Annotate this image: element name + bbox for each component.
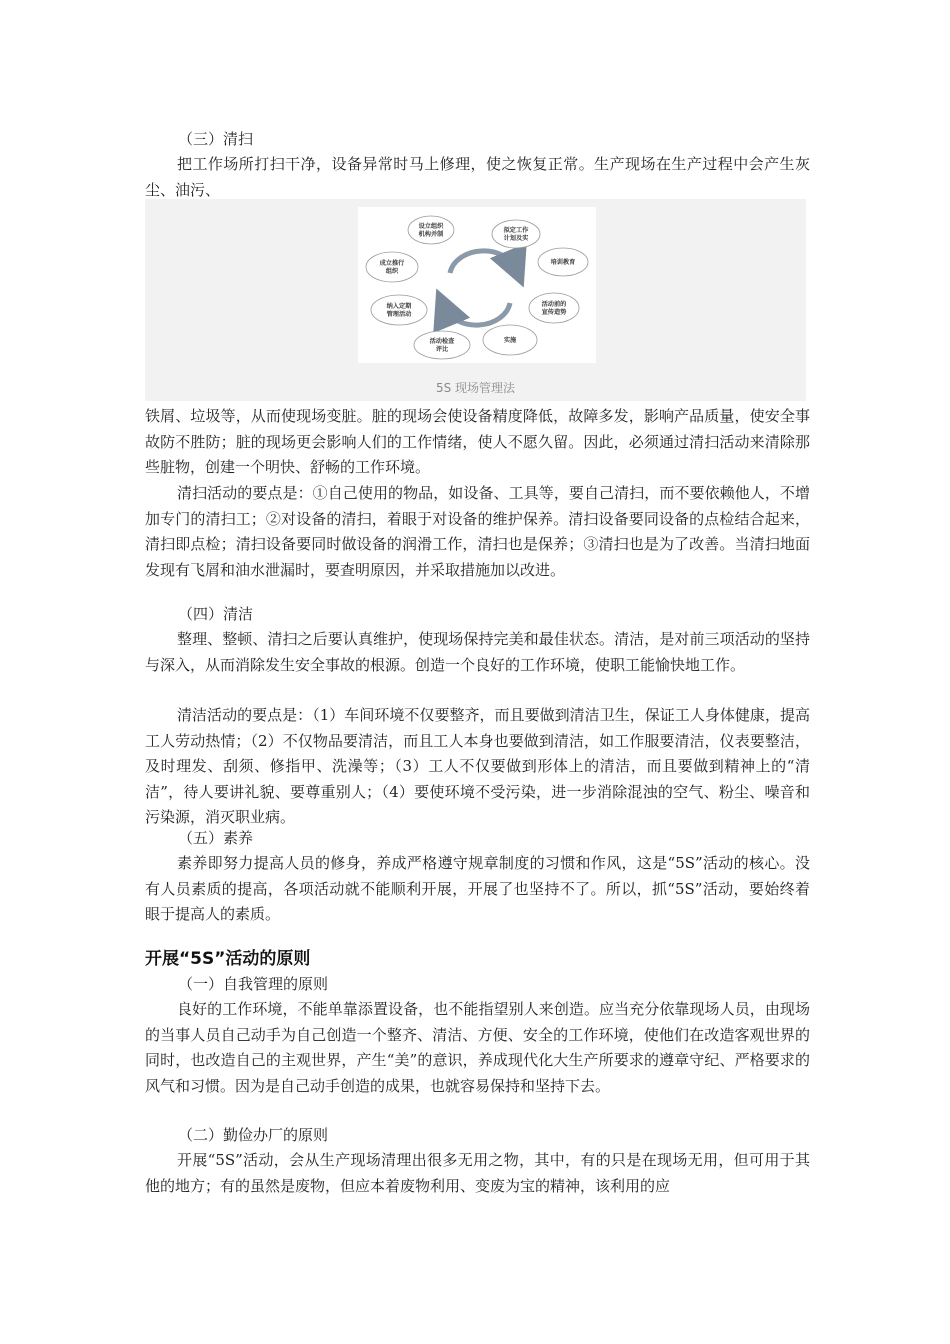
cycle-arrow-bottom	[444, 303, 510, 325]
node-label: 拟定工作	[503, 227, 529, 234]
paragraph: 开展“5S”活动，会从生产现场清理出很多无用之物，其中，有的只是在现场无用，但可用于其他的地方；有的虽然是废物，但应本着废物利用、变废为宝的精神，该利用的应	[145, 1151, 810, 1195]
node-label: 实施	[503, 337, 517, 344]
node-label: 培训教育	[550, 259, 576, 266]
node-label: 设立组织	[418, 223, 444, 230]
node-label: 成立推行	[379, 260, 405, 267]
paragraph: 素养即努力提高人员的修身，养成严格遵守规章制度的习惯和作风，这是“5S”活动的核心。没有人员素质的提高，各项活动就不能顺利开展，开展了也坚持不了。所以，抓“5S”活动，要始终着眼于提高人的素质。	[145, 854, 810, 923]
diagram-node	[529, 293, 579, 323]
paragraph: 把工作场所打扫干净，设备异常时马上修理，使之恢复正常。生产现场在生产过程中会产生灰尘、油污、	[145, 155, 810, 199]
diagram-node	[414, 331, 470, 359]
node-label: 管理活动	[386, 311, 412, 318]
principle-heading-self-management: （一）自我管理的原则	[178, 975, 329, 993]
paragraph: 清扫活动的要点是：①自己使用的物品，如设备、工具等，要自己清扫，而不要依赖他人，不增加专门的清扫工；②对设备的清扫，着眼于对设备的维护保养。清扫设备要同设备的点检结合起来，清扫即点检；清扫设备要同时做设备的润滑工作，清扫也是保养；③清扫也是为了改善。当清扫地面发现有飞屑和油水泄漏时，要查明原因，并采取措施加以改进。	[145, 484, 810, 579]
diagram-node	[366, 252, 418, 282]
paragraph: 清洁活动的要点是：（1）车间环境不仅要整齐，而且要做到清洁卫生，保证工人身体健康，提高工人劳动热情；（2）不仅物品要清洁，而且工人本身也要做到清洁，如工作服要清洁，仪表要整洁，及时理发、刮须、修指甲、洗澡等；（3）工人不仅要做到形体上的清洁，而且要做到精神上的“清洁”，待人要讲礼貌、要尊重别人；（4）要使环境不受污染，进一步消除混浊的空气、粉尘、噪音和污染源，消灭职业病。	[145, 706, 810, 826]
section-heading-tidy: （四）清洁	[178, 605, 254, 623]
diagram-node	[538, 248, 588, 276]
section-heading-discipline: （五）素养	[178, 829, 254, 847]
node-label: 计划及实	[503, 235, 529, 242]
section-heading-cleaning: （三）清扫	[178, 130, 254, 148]
5s-process-diagram	[358, 207, 596, 363]
principle-heading-thrift: （二）勤俭办厂的原则	[178, 1126, 329, 1144]
paragraph: 铁屑、垃圾等，从而使现场变脏。脏的现场会使设备精度降低，故障多发，影响产品质量，使安全事故防不胜防；脏的现场更会影响人们的工作情绪，使人不愿久留。因此，必须通过清扫活动来清除那些脏物，创建一个明快、舒畅的工作环境。	[145, 407, 810, 476]
node-label: 活动前的	[541, 301, 567, 308]
figure-caption: 5S 现场管理法	[435, 381, 516, 395]
diagram-node	[492, 220, 540, 248]
node-label: 活动检查	[429, 338, 455, 345]
paragraph: 良好的工作环境，不能单靠添置设备，也不能指望别人来创造。应当充分依靠现场人员，由现场的当事人员自己动手为自己创造一个整齐、清洁、方便、安全的工作环境，使他们在改造客观世界的同时，也改造自己的主观世界，产生“美”的意识，养成现代化大生产所要求的遵章守纪、严格要求的风气和习惯。因为是自己动手创造的成果，也就容易保持和坚持下去。	[145, 1000, 810, 1095]
diagram-node	[371, 295, 427, 325]
figure-block	[145, 199, 806, 401]
cycle-arrow-top	[450, 251, 516, 273]
principles-title: 开展“5S”活动的原则	[145, 949, 311, 969]
node-label: 组织	[385, 268, 399, 275]
node-label: 机构并制	[418, 231, 444, 238]
diagram-node	[408, 216, 454, 244]
node-label: 纳入定期	[386, 303, 412, 310]
node-label: 宣传造势	[541, 309, 567, 316]
diagram-node	[483, 325, 537, 355]
node-label: 评比	[435, 346, 449, 353]
cycle-diagram-svg	[358, 207, 596, 363]
paragraph: 整理、整顿、清扫之后要认真维护，使现场保持完美和最佳状态。清洁，是对前三项活动的坚持与深入，从而消除发生安全事故的根源。创造一个良好的工作环境，使职工能愉快地工作。	[145, 630, 810, 674]
